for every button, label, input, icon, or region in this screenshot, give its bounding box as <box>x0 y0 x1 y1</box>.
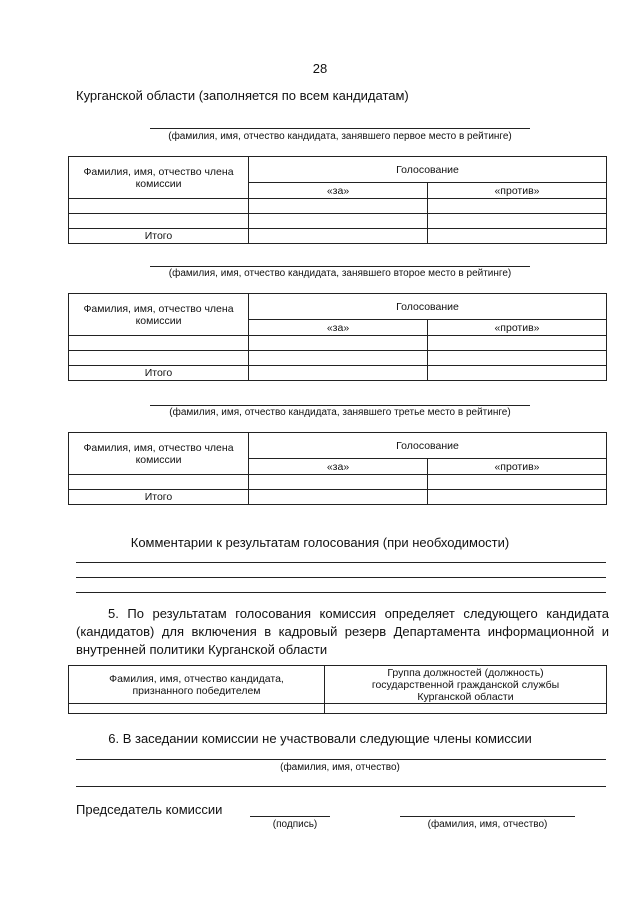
against-cell[interactable] <box>428 475 607 490</box>
total-for-cell[interactable] <box>249 490 428 505</box>
total-against-cell[interactable] <box>428 490 607 505</box>
position-group-cell[interactable] <box>325 704 607 714</box>
signature-caption: (подпись) <box>272 819 318 830</box>
total-against-cell[interactable] <box>428 366 607 381</box>
comment-line-1[interactable] <box>76 562 606 563</box>
member-cell[interactable] <box>69 199 249 214</box>
voting-header: Голосование <box>249 157 607 183</box>
table-row <box>69 475 607 490</box>
for-cell[interactable] <box>249 214 428 229</box>
page-number: 28 <box>312 61 328 76</box>
for-label: «за» <box>249 183 428 199</box>
vote-table-1 <box>68 156 607 244</box>
absent-members-caption: (фамилия, имя, отчество) <box>280 762 400 773</box>
vote-table-2 <box>68 293 607 381</box>
table-row <box>69 704 607 714</box>
comment-line-2[interactable] <box>76 577 606 578</box>
for-cell[interactable] <box>249 336 428 351</box>
candidate-2-caption: (фамилия, имя, отчество кандидата, занявшего второе место в рейтинге) <box>168 268 512 279</box>
against-cell[interactable] <box>428 199 607 214</box>
winner-name-header: Фамилия, имя, отчество кандидата, признанного победителем <box>69 666 325 704</box>
candidate-3-caption: (фамилия, имя, отчество кандидата, занявшего третье место в рейтинге) <box>169 407 511 418</box>
signature-line[interactable] <box>250 816 330 817</box>
member-cell[interactable] <box>69 475 249 490</box>
against-cell[interactable] <box>428 336 607 351</box>
chair-name-line[interactable] <box>400 816 575 817</box>
form-heading: Курганской области (заполняется по всем кандидатам) <box>76 88 409 103</box>
member-cell[interactable] <box>69 336 249 351</box>
total-label: Итого <box>69 490 249 505</box>
total-against-cell[interactable] <box>428 229 607 244</box>
against-cell[interactable] <box>428 351 607 366</box>
comments-title: Комментарии к результатам голосования (при необходимости) <box>130 535 510 550</box>
member-header: Фамилия, имя, отчество члена комиссии <box>69 433 249 475</box>
table-row <box>69 214 607 229</box>
member-cell[interactable] <box>69 214 249 229</box>
candidate-1-line <box>150 128 530 129</box>
table-row <box>69 336 607 351</box>
candidate-2-line <box>150 266 530 267</box>
against-cell[interactable] <box>428 214 607 229</box>
for-label: «за» <box>249 320 428 336</box>
section-6-text: 6. В заседании комиссии не участвовали следующие члены комиссии <box>108 731 532 746</box>
comment-line-3[interactable] <box>76 592 606 593</box>
for-label: «за» <box>249 459 428 475</box>
member-header: Фамилия, имя, отчество члена комиссии <box>69 157 249 199</box>
table-row <box>69 351 607 366</box>
winner-name-cell[interactable] <box>69 704 325 714</box>
total-label: Итого <box>69 229 249 244</box>
total-for-cell[interactable] <box>249 366 428 381</box>
vote-table-3 <box>68 432 607 505</box>
against-label: «против» <box>428 320 607 336</box>
table-row <box>69 199 607 214</box>
absent-members-line[interactable] <box>76 759 606 760</box>
voting-header: Голосование <box>249 294 607 320</box>
for-cell[interactable] <box>249 475 428 490</box>
total-for-cell[interactable] <box>249 229 428 244</box>
winner-table <box>68 665 607 714</box>
member-cell[interactable] <box>69 351 249 366</box>
position-group-header: Группа должностей (должность) государственной гражданской службы Курганской области <box>325 666 607 704</box>
candidate-1-caption: (фамилия, имя, отчество кандидата, занявшего первое место в рейтинге) <box>168 131 512 142</box>
member-header: Фамилия, имя, отчество члена комиссии <box>69 294 249 336</box>
against-label: «против» <box>428 183 607 199</box>
candidate-3-line <box>150 405 530 406</box>
for-cell[interactable] <box>249 351 428 366</box>
absent-members-line-2[interactable] <box>76 786 606 787</box>
chair-label: Председатель комиссии <box>76 802 223 817</box>
chair-name-caption: (фамилия, имя, отчество) <box>427 819 548 830</box>
total-label: Итого <box>69 366 249 381</box>
against-label: «против» <box>428 459 607 475</box>
section-5-text: 5. По результатам голосования комиссия определяет следующего кандидата (кандидатов) для включения в кадровый резерв Департамента информационной и внутренней политики Курганской области <box>76 606 609 657</box>
voting-header: Голосование <box>249 433 607 459</box>
for-cell[interactable] <box>249 199 428 214</box>
